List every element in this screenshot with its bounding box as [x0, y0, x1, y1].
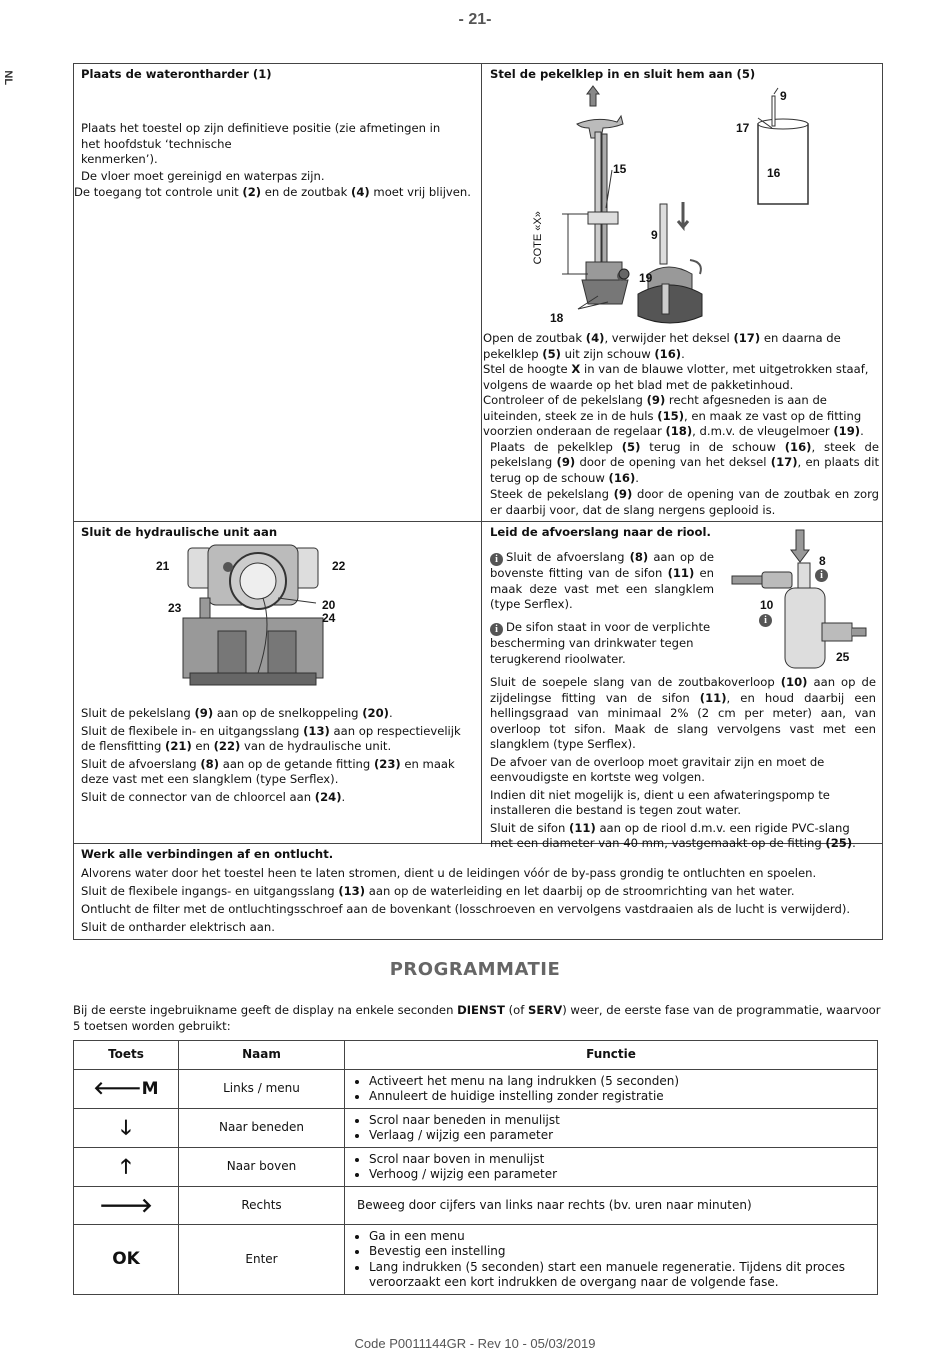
- key-name: Naar boven: [179, 1148, 345, 1187]
- section-title-connections: Werk alle verbindingen af en ontlucht.: [81, 847, 334, 861]
- text-paragraph: Sluit de connector van de chloorcel aan (24).: [81, 789, 346, 804]
- text-line: Plaats het toestel op zijn definitieve positie (zie afmetingen in het hoofdstuk ‘technische: [81, 121, 441, 151]
- fig-label-20: 20: [322, 598, 336, 612]
- text-paragraph: Stel de hoogte X in van de blauwe vlotter, met uitgetrokken staaf, volgens de waarde op het blad met de pakketinhoud.: [483, 362, 869, 392]
- text-line: Ontlucht de filter met de ontluchtingsschroef aan de bovenkant (losschroeven en vervolgens vastdraaien als de lucht is verwijderd).: [81, 902, 851, 916]
- key-function: Beweeg door cijfers van links naar rechts (bv. uren naar minuten): [345, 1187, 878, 1225]
- fig-label-10: 10: [760, 598, 774, 612]
- section-title-brine-valve: Stel de pekelklep in en sluit hem aan (5): [490, 67, 756, 81]
- list-item: • Scrol naar beneden in menulijst: [369, 1113, 871, 1129]
- info-icon: i: [815, 569, 828, 582]
- text-paragraph: Plaats de pekelklep (5) terug in de schouw (16), steek de pekelslang (9) door de opening van het deksel (17), en plaats dit terug op de schouw (16).: [490, 439, 880, 485]
- arrow-down-icon: 🡓: [74, 1109, 179, 1148]
- column-header: Naam: [179, 1041, 345, 1070]
- text-line: Sluit de ontharder elektrisch aan.: [81, 920, 275, 934]
- info-icon: i: [490, 553, 503, 566]
- table-row: [74, 1148, 878, 1187]
- fig-label-9: 9: [780, 89, 787, 103]
- section-text-drain-hose: [490, 675, 876, 852]
- fig-label-16: 16: [767, 166, 781, 180]
- text-line: kenmerken’).: [81, 152, 158, 166]
- fig-label-15: 15: [613, 162, 627, 176]
- fig-label-17: 17: [736, 121, 750, 135]
- table-row: [74, 1187, 878, 1225]
- section-text-hydraulic-unit: [81, 706, 473, 805]
- key-name: Naar beneden: [179, 1109, 345, 1148]
- grid-divider-vertical: [481, 63, 482, 844]
- list-item: • Scrol naar boven in menulijst: [369, 1152, 871, 1168]
- list-item: • Bevestig een instelling: [369, 1244, 871, 1260]
- info-icon: i: [490, 623, 503, 636]
- table-row: [74, 1070, 878, 1109]
- document-footer: Code P0011144GR - Rev 10 - 05/03/2019: [354, 1336, 596, 1351]
- fig-label-9b: 9: [651, 228, 658, 242]
- section-title-hydraulic-unit: Sluit de hydraulische unit aan: [81, 525, 278, 539]
- table-row: [74, 1225, 878, 1295]
- key-name: Rechts: [179, 1187, 345, 1225]
- arrow-right-icon: 🡒: [74, 1187, 179, 1225]
- fig-label-cote-x: COTE «X»: [531, 211, 544, 265]
- fig-label-21: 21: [156, 559, 170, 573]
- text-line: De toegang tot controle unit (2) en de zoutbak (4) moet vrij blijven.: [74, 185, 471, 199]
- fig-label-8: 8: [819, 554, 826, 568]
- text-paragraph: Open de zoutbak (4), verwijder het deksel (17) en daarna de pekelklep (5) uit zijn schouw (16).: [483, 331, 841, 361]
- grid-divider-row1: [73, 521, 883, 522]
- text-line: Sluit de flexibele ingangs- en uitgangsslang (13) aan op de waterleiding en let daarbij op de stroomrichting van het water.: [81, 884, 795, 898]
- text-paragraph: Sluit de flexibele in- en uitgangsslang (13) aan op respectievelijk de flensfitting (21) en (22) van de hydraulische unit.: [81, 723, 461, 753]
- fig-label-25: 25: [836, 650, 850, 664]
- list-item: • Lang indrukken (5 seconden) start een manuele regeneratie. Tijdens dit proces veroorzaakt een kort indrukken de overgang naar de volgende fase.: [369, 1260, 871, 1291]
- section-title-drain-hose: Leid de afvoerslang naar de riool.: [490, 525, 711, 539]
- list-item: • Ga in een menu: [369, 1229, 871, 1245]
- arrow-up-icon: 🡑: [74, 1148, 179, 1187]
- table-header-row: [74, 1041, 878, 1070]
- fig-label-23: 23: [168, 601, 182, 615]
- keys-table: [73, 1040, 878, 1295]
- text-paragraph: Indien dit niet mogelijk is, dient u een afwateringspomp te installeren die bestand is tegen zout water.: [490, 787, 830, 817]
- text-paragraph: Sluit de sifon (11) aan op de riool d.m.v. een rigide PVC-slang met een diameter van 40 mm, vastgemaakt op de fitting (25).: [490, 820, 856, 850]
- column-header: Functie: [345, 1041, 878, 1070]
- page-number: - 21-: [458, 11, 492, 28]
- fig-label-24: 24: [322, 611, 336, 625]
- section-text-connections: [81, 864, 876, 936]
- text-paragraph: De afvoer van de overloop moet gravitair zijn en moet de eenvoudigste en kortste weg volgen.: [490, 754, 825, 784]
- info-note-drain-hose: i Sluit de afvoerslang (8) aan op de bovenste fitting van de sifon (11) en maak deze vast met een slangklem (type Serflex).: [490, 550, 715, 611]
- list-item: • Annuleert de huidige instelling zonder registratie: [369, 1089, 871, 1105]
- text-line: De vloer moet gereinigd en waterpas zijn.: [81, 168, 325, 183]
- text-paragraph: Sluit de soepele slang van de zoutbakoverloop (10) aan op de zijdelingse fitting van de sifon (11), en houd daarbij een hellingsgraad van minimaal 2% (2 cm per meter) aan, van overloop tot sifon. Maak de slang vervolgens vast met een slangklem (type Serflex).: [490, 675, 877, 751]
- list-item: • Verhoog / wijzig een parameter: [369, 1167, 871, 1183]
- text-paragraph: Sluit de pekelslang (9) aan op de snelkoppeling (20).: [81, 706, 393, 720]
- key-function: [345, 1109, 878, 1148]
- table-row: [74, 1109, 878, 1148]
- info-note-siphon: i De sifon staat in voor de verplichte bescherming van drinkwater tegen terugkerend rioolwater.: [490, 620, 711, 666]
- list-item: • Verlaag / wijzig een parameter: [369, 1128, 871, 1144]
- fig-label-19: 19: [639, 271, 653, 285]
- list-item: • Activeert het menu na lang indrukken (5 seconden): [369, 1074, 871, 1090]
- key-name: Enter: [179, 1225, 345, 1295]
- fig-label-22: 22: [332, 559, 346, 573]
- language-tag: NL: [2, 70, 15, 86]
- key-name: Links / menu: [179, 1070, 345, 1109]
- text-paragraph: Steek de pekelslang (9) door de opening van de zoutbak en zorg er daarbij voor, dat de slang nergens geplooid is.: [490, 487, 879, 517]
- column-header: Toets: [74, 1041, 179, 1070]
- brine-valve-illustration: [540, 84, 810, 326]
- section-text-brine-valve: [483, 331, 879, 518]
- fig-label-18: 18: [550, 311, 564, 325]
- section-text-place-softener: [74, 121, 471, 201]
- section-heading-programming: PROGRAMMATIE: [389, 959, 561, 980]
- text-paragraph: Sluit de afvoerslang (8) aan op de getande fitting (23) en maak deze vast met een slangklem (type Serflex).: [81, 756, 455, 786]
- hydraulic-unit-illustration: [178, 543, 328, 693]
- info-icon: i: [759, 614, 772, 627]
- section-title-place-softener: Plaats de waterontharder (1): [81, 67, 272, 81]
- key-function: [345, 1225, 878, 1295]
- key-function: [345, 1148, 878, 1187]
- programming-intro: Bij de eerste ingebruikname geeft de display na enkele seconden DIENST (of SERV) weer, de eerste fase van de programmatie, waarvoor 5 toetsen worden gebruikt:: [73, 1003, 881, 1033]
- text-line: Alvorens water door het toestel heen te laten stromen, dient u de leidingen vóór de by-pass grondig te ontluchten en spoelen.: [81, 866, 817, 880]
- key-function: [345, 1070, 878, 1109]
- ok-key-label: OK: [74, 1225, 179, 1295]
- arrow-left-m-icon: 🡐M: [74, 1070, 179, 1109]
- text-paragraph: Controleer of de pekelslang (9) recht afgesneden is aan de uiteinden, steek ze in de huls (15), en maak ze vast op de fitting voorzien onderaan de regelaar (18), d.m.v. de vleugelmoer (19).: [483, 393, 864, 438]
